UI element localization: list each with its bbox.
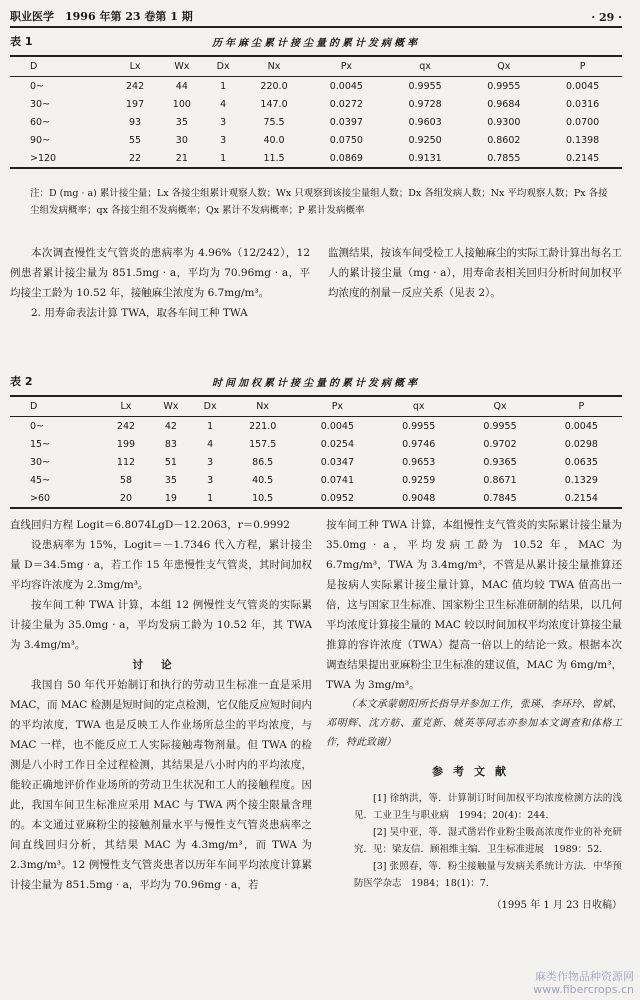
table-cell: 112 (116, 456, 136, 468)
reference-item: [3] 张照春，等．粉尘接触量与发病关系统计方法．中华预防医学杂志 1984；18(1)：7. (354, 861, 622, 889)
right-column-top (328, 243, 622, 303)
column-header: Lx (112, 56, 159, 77)
table-cell: 35 (164, 474, 177, 486)
column-header: Px (307, 56, 386, 77)
reference-item: [1] 徐纳洪，等．计算制订时间加权平均浓度检测方法的浅见．工业卫生与职业病 1994；20(4)：244. (354, 793, 622, 821)
table-cell: 22 (112, 149, 159, 168)
column-header: qx (378, 396, 459, 417)
paragraph: 我国自 50 年代开始制订和执行的劳动卫生标准一直是采用 MAC，而 MAC 检测是短时间的定点检测，它仅能反应短时间内的平均浓度，TWA 也是反映工人作业场所总尘的平均浓度，与 MAC 一样，也不能反应工人实际接触毒物剂量。但 TWA 的检测是八小时工作日全过程检测，其结果是八小时内的平均浓度，能较正确地评价作业场所的劳动卫生状况和工人的接触程度。因此，我国车间卫生标准应采用 MAC 与 TWA 两个接尘限量含理的。本文通过亚麻粉尘的接触剂量水平与慢性支气管炎患病率之间直线回归分析，其结果 MAC 为 4.3mg/m³，而 TWA 为 2.3mg/m³。12 例慢性支气管炎患者以历年车间平均浓度计算累计接尘量为 851.5mg · a，平均为 70.96mg · a，若 (10, 679, 312, 891)
section-heading: 讨论 (132, 659, 190, 671)
table2-number: 表 2 (10, 375, 33, 388)
table-cell: 1 (192, 489, 229, 508)
table-cell: 0.9131 (386, 149, 465, 168)
column-header: Wx (150, 396, 192, 417)
left-column-top (10, 243, 310, 323)
table-row (10, 435, 622, 453)
table-cell: 40.5 (252, 474, 274, 486)
table-cell: 0.0869 (307, 149, 386, 168)
table-cell: 3 (220, 134, 227, 146)
table-row (10, 417, 622, 436)
table-cell: 0.1398 (565, 134, 600, 146)
table2-title (10, 373, 622, 389)
table-cell: 221.0 (249, 420, 277, 432)
table-cell: 0.2154 (541, 489, 622, 508)
table-row (10, 471, 622, 489)
column-header: Lx (102, 396, 150, 417)
table-row (10, 131, 622, 149)
table-cell: 0.9300 (487, 116, 521, 128)
column-header: Nx (229, 396, 297, 417)
table-cell: 0.0045 (329, 80, 363, 92)
table-cell: 147.0 (260, 98, 288, 110)
table-cell: 30 (175, 134, 188, 146)
table-cell: 0.0045 (564, 420, 598, 432)
column-header: D (10, 56, 112, 77)
column-header: Qx (459, 396, 540, 417)
table-cell: 0.9728 (408, 98, 442, 110)
column-header: D (10, 396, 102, 417)
table1-note: 注：D (mg · a) 累计接尘量；Lx 各接尘组累计观察人数；Wx 只观察到该接尘量组人数；Dx 各组发病人数；Nx 平均观察人数；Px 各接尘组发病概率；qx 各接尘组不发病概率；Qx 累计不发病概率；P 累计发病概率 (30, 188, 608, 216)
table-cell: 0.9250 (408, 134, 442, 146)
table-cell: 58 (119, 474, 133, 486)
column-header: P (543, 56, 622, 77)
reference-item: [2] 吴中亚，等．湿式凿岩作业粉尘吸高浓度作业的补充研究．见：梁友信．顾祖维主编．卫生标准进展 1989：52. (354, 827, 622, 855)
column-header: Px (297, 396, 378, 417)
table-cell: 44 (175, 80, 188, 92)
paragraph: 本次调查慢性支气管炎的患病率为 4.96%（12/242），12 例患者累计接尘量为 851.5mg · a，平均为 70.96mg · a，平均接尘工龄为 10.52 年，接触麻尘浓度为 6.7mg/m³。 (10, 247, 310, 299)
table-cell: >120 (10, 149, 112, 168)
paragraph: 按车间工种 TWA 计算，本组 12 例慢性支气管炎的实际累计接尘量为 35.0mg · a，平均发病工龄为 10.52 年，其 TWA 为 3.4mg/m³。 (10, 599, 312, 651)
table-cell: 35 (175, 116, 188, 128)
table-cell: 83 (164, 438, 177, 450)
table-row (10, 77, 622, 96)
table-cell: 0.9603 (408, 116, 442, 128)
table-cell: 0.0741 (320, 474, 354, 486)
table-cell: 100 (172, 98, 191, 110)
paragraph: 按车间工种 TWA 计算，本组慢性支气管炎的实际累计接尘量为 35.0mg · a，平均发病工龄为 10.52 年，MAC 为 6.7mg/m³，TWA 为 3.4mg/m³，不管是从累计接尘量推算还是按病人实际累计接尘量计算，MAC 值均较 TWA 值高出一倍，这与国家卫生标准、国家粉尘卫生标准研制的结果，以几何平均浓度计算接尘量的 MAC 较以时间加权平均浓度计算接尘量推算的容许浓度（TWA）提高一倍以上的结论一致。根据本次调查结果提出亚麻粉尘卫生标准的建议值，MAC 为 6mg/m³，TWA 为 3mg/m³。 (326, 519, 622, 691)
table-cell: 157.5 (249, 438, 277, 450)
table-cell: 90~ (30, 134, 51, 146)
table2 (10, 395, 622, 509)
table-cell: 0.9746 (402, 438, 436, 450)
table-cell: 0.9955 (408, 80, 442, 92)
table-row (10, 489, 622, 508)
table-cell: 0.8602 (487, 134, 521, 146)
table-cell: 0.8671 (483, 474, 517, 486)
table-cell: 0.9684 (487, 98, 521, 110)
table-cell: 0.0952 (297, 489, 378, 508)
right-column-bottom (326, 515, 622, 916)
table-cell: 0.9048 (378, 489, 459, 508)
table-cell: 0.9365 (483, 456, 517, 468)
table-cell: >60 (10, 489, 102, 508)
table-cell: 0.9259 (402, 474, 436, 486)
paragraph: 监测结果，按该车间受检工人接触麻尘的实际工龄计算出每名工人的累计接尘量（mg · a），用寿命表相关回归分析时间加权平均浓度的剂量－反应关系（见表 2）。 (328, 247, 622, 299)
watermark-name: 麻类作物品种资源网 (535, 970, 634, 983)
table-cell: 30~ (30, 98, 51, 110)
table-cell: 40.0 (263, 134, 285, 146)
table-cell: 0.7855 (464, 149, 543, 168)
table-cell: 21 (158, 149, 205, 168)
paragraph: 直线回归方程 Logit＝6.8074LgD－12.2063，r＝0.9992 (10, 519, 290, 531)
table-cell: 30~ (30, 456, 51, 468)
table-cell: 0.9955 (487, 80, 521, 92)
table-cell: 86.5 (252, 456, 274, 468)
column-header: Dx (192, 396, 229, 417)
table-cell: 0.9955 (483, 420, 517, 432)
watermark-url: www.fibercrops.cn (533, 983, 634, 996)
table-cell: 242 (125, 80, 145, 92)
column-header: Dx (205, 56, 241, 77)
table-cell: 1 (220, 80, 227, 92)
table-cell: 197 (125, 98, 145, 110)
table-cell: 199 (116, 438, 136, 450)
left-column-bottom (10, 515, 312, 895)
table-cell: 0.0272 (329, 98, 363, 110)
table-cell: 0~ (30, 420, 45, 432)
table-cell: 0.0045 (320, 420, 354, 432)
received-date: （1995 年 1 月 23 日收稿） (491, 900, 622, 911)
table-cell: 0.9653 (402, 456, 436, 468)
table-cell: 0.1329 (564, 474, 598, 486)
table-cell: 0.0254 (320, 438, 354, 450)
table-cell: 0.0347 (320, 456, 354, 468)
table-cell: 0.0298 (564, 438, 598, 450)
paragraph: 设患病率为 15%，Logit＝－1.7346 代入方程，累计接尘量 D＝34.5mg · a，若工作 15 年患慢性支气管炎，其时间加权平均容许浓度为 2.3mg/m³。 (10, 539, 312, 591)
table-cell: 242 (116, 420, 136, 432)
table1-title (10, 33, 622, 49)
table2-caption: 时间加权累计接尘量的累计发病概率 (212, 377, 420, 389)
table-cell: 20 (102, 489, 150, 508)
table-cell: 4 (220, 98, 227, 110)
table-cell: 0.0700 (565, 116, 600, 128)
table1 (10, 55, 622, 169)
table-row (10, 453, 622, 471)
table-cell: 15~ (30, 438, 51, 450)
table-cell: 60~ (30, 116, 51, 128)
table-cell: 0.0316 (565, 98, 600, 110)
table-cell: 3 (207, 456, 214, 468)
site-watermark (533, 970, 634, 996)
table-cell: 0.0635 (564, 456, 598, 468)
page-number: · 29 · (591, 11, 622, 24)
table-cell: 0.9702 (483, 438, 517, 450)
table-cell: 0.9955 (402, 420, 436, 432)
table-cell: 10.5 (229, 489, 297, 508)
table-cell: 19 (150, 489, 192, 508)
table-cell: 4 (207, 438, 214, 450)
table-cell: 55 (129, 134, 142, 146)
table-cell: 3 (207, 474, 214, 486)
table-cell: 93 (129, 116, 142, 128)
table1-number: 表 1 (10, 35, 33, 48)
table-cell: 0.7845 (459, 489, 540, 508)
table-cell: 42 (164, 420, 177, 432)
table1-caption: 历年麻尘累计接尘量的累计发病概率 (212, 37, 420, 49)
acknowledgement: （本文承蒙朝阳所长指导并参加工作，张瑛、李环玲、曾斌、邓明辉、沈方舫、董克新、姚英等同志亦参加本文调查和体格工作，特此致谢） (326, 699, 622, 748)
table-cell: 45~ (30, 474, 51, 486)
table-cell: 0.2145 (543, 149, 622, 168)
table-cell: 3 (220, 116, 227, 128)
table-cell: 51 (164, 456, 177, 468)
running-header (10, 6, 622, 28)
table-row (10, 95, 622, 113)
references-heading: 参考文献 (432, 765, 516, 778)
table-row (10, 149, 622, 168)
column-header: Qx (464, 56, 543, 77)
table-cell: 220.0 (260, 80, 288, 92)
table-cell: 0.0397 (329, 116, 363, 128)
table-row (10, 113, 622, 131)
table-cell: 0.0750 (329, 134, 363, 146)
table-cell: 0~ (30, 80, 45, 92)
column-header: Nx (241, 56, 307, 77)
paragraph: 2. 用寿命表法计算 TWA，取各车间工种 TWA (31, 307, 248, 319)
column-header: P (541, 396, 622, 417)
table-cell: 11.5 (241, 149, 307, 168)
column-header: qx (386, 56, 465, 77)
table-cell: 75.5 (263, 116, 285, 128)
table-cell: 1 (207, 420, 214, 432)
table-cell: 1 (205, 149, 241, 168)
table-cell: 0.0045 (565, 80, 600, 92)
journal-issue: 职业医学 1996 年第 23 卷第 1 期 (10, 10, 193, 23)
column-header: Wx (158, 56, 205, 77)
